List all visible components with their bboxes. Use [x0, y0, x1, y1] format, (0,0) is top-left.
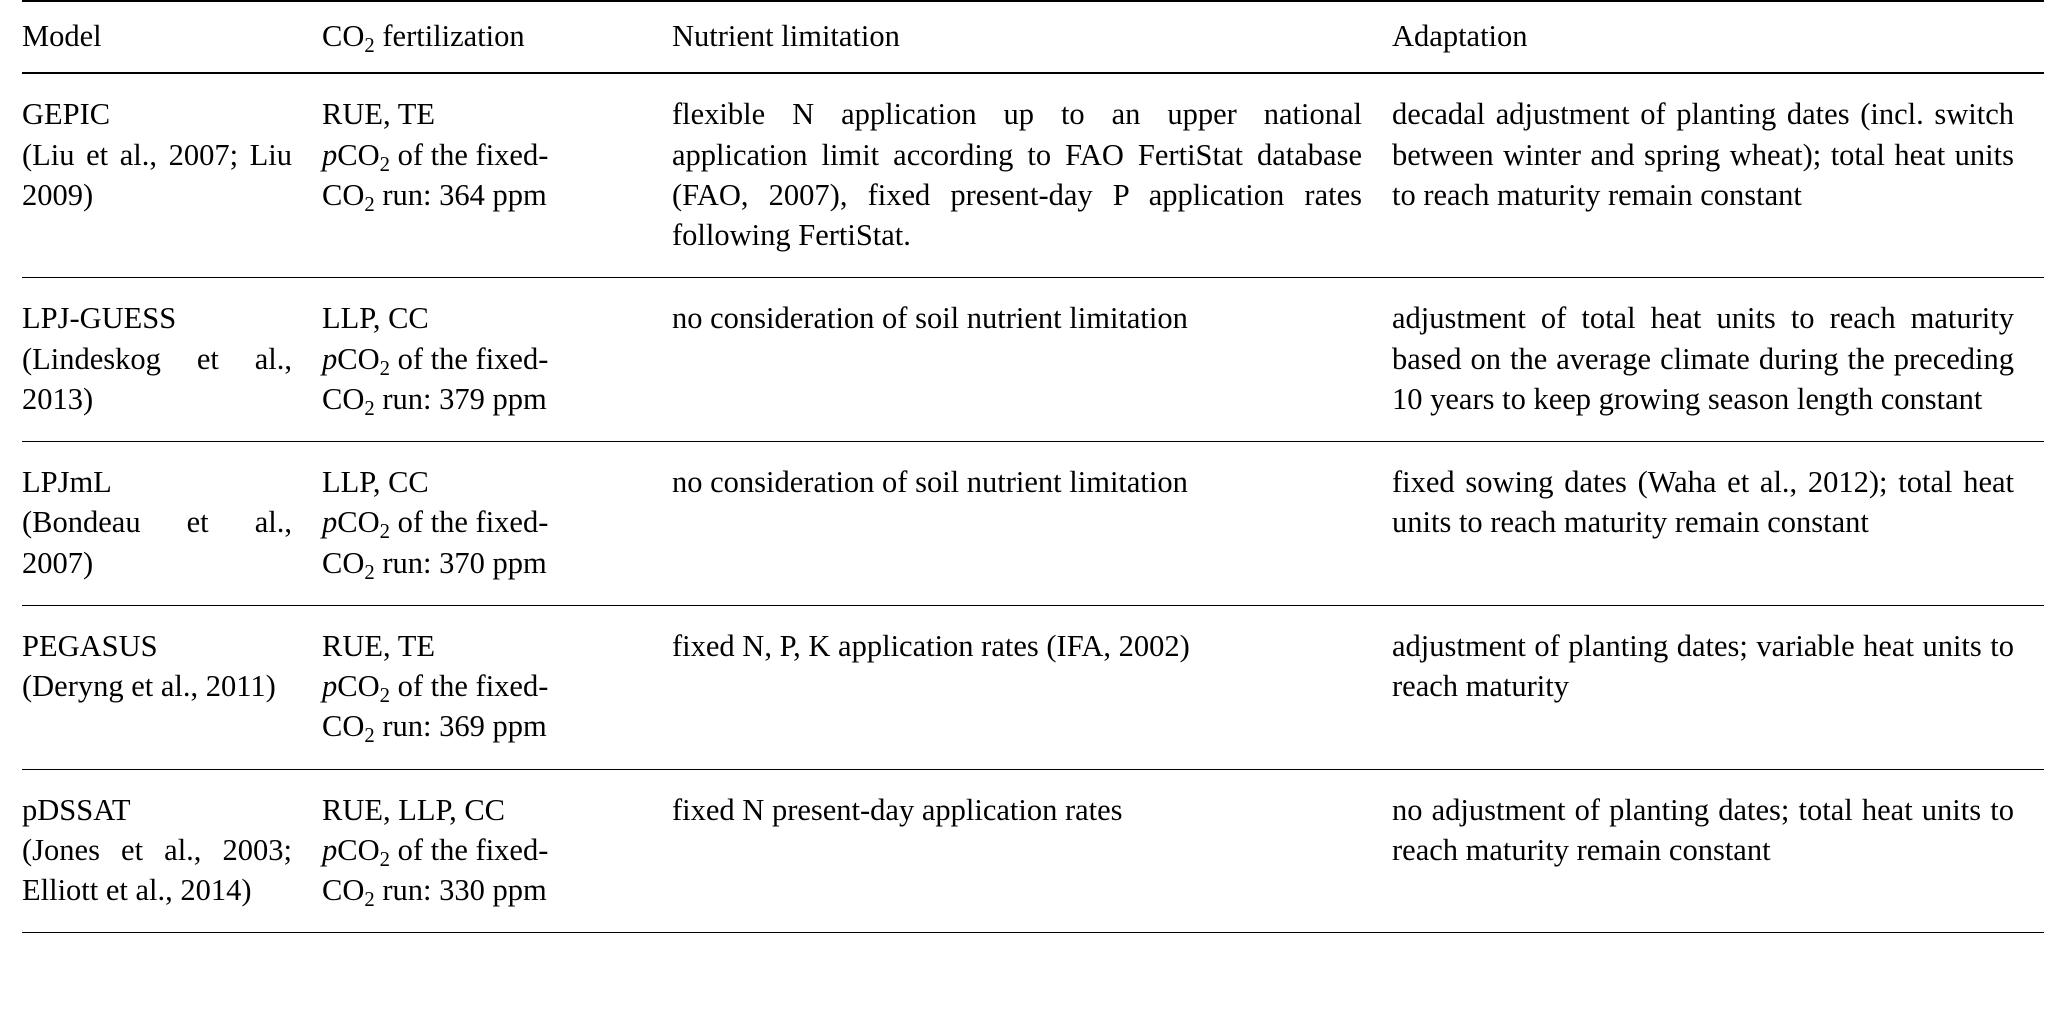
cell-co2-fertilization: [322, 769, 672, 933]
pco2-italic-p: p: [322, 669, 338, 703]
pco2-rest: of the fixed-: [390, 832, 549, 867]
co2-header-prefix: CO: [322, 19, 365, 53]
pco2-subscript: 2: [379, 153, 390, 176]
pco2-rest: of the fixed-: [390, 505, 549, 540]
table-body: [22, 73, 2044, 933]
cell-adaptation: adjustment of total heat units to reach maturity based on the average climate during the preceding 10 years to keep growing season length constant: [1392, 278, 2044, 442]
co2-effects: RUE, TE: [322, 628, 435, 663]
co2-pco2-line: [322, 666, 642, 706]
cell-adaptation: no adjustment of planting dates; total heat units to reach maturity remain constant: [1392, 769, 2044, 933]
co2-run-value: run: 369 ppm: [374, 709, 547, 744]
model-reference: (Liu et al., 2007; Liu 2009): [22, 137, 292, 212]
pco2-italic-p: p: [322, 341, 338, 376]
table-row: [22, 73, 2044, 278]
co2-header-subscript: 2: [364, 34, 375, 57]
model-name: pDSSAT: [22, 792, 131, 827]
co2-run-line: [322, 543, 642, 583]
cell-co2-fertilization: [322, 605, 672, 769]
model-reference: (Bondeau et al., 2007): [22, 505, 292, 580]
table-row: [22, 605, 2044, 769]
co2-run-subscript: 2: [364, 888, 375, 911]
co2-pco2-line: [322, 339, 642, 379]
pco2-rest: of the fixed-: [390, 669, 549, 703]
co2-run-value: run: 364 ppm: [374, 177, 547, 212]
pco2-italic-p: p: [322, 832, 338, 867]
co2-effects: LLP, CC: [322, 301, 429, 336]
co2-run-label: CO: [322, 873, 365, 907]
table-header: [22, 1, 2044, 73]
model-comparison-table: [22, 0, 2044, 933]
co2-run-label: CO: [322, 381, 365, 416]
pco2-label: CO: [337, 505, 380, 540]
cell-co2-fertilization: [322, 278, 672, 442]
co2-run-label: CO: [322, 709, 365, 744]
co2-run-value: run: 379 ppm: [374, 381, 547, 416]
co2-pco2-line: [322, 830, 642, 870]
co2-run-line: [322, 379, 642, 419]
table-row: [22, 278, 2044, 442]
pco2-italic-p: p: [322, 505, 338, 540]
pco2-label: CO: [337, 341, 380, 376]
cell-nutrient-limitation: fixed N present-day application rates: [672, 769, 1392, 933]
table-row: [22, 442, 2044, 606]
co2-run-value: run: 370 ppm: [374, 545, 547, 580]
co2-run-subscript: 2: [364, 561, 375, 584]
cell-adaptation: decadal adjustment of planting dates (incl. switch between winter and spring wheat); total heat units to reach maturity remain constant: [1392, 73, 2044, 278]
cell-co2-fertilization: [322, 442, 672, 606]
cell-adaptation: fixed sowing dates (Waha et al., 2012); total heat units to reach maturity remain constant: [1392, 442, 2044, 606]
co2-run-subscript: 2: [364, 725, 375, 748]
column-header-adaptation: Adaptation: [1392, 1, 2044, 73]
co2-run-line: [322, 175, 642, 215]
co2-pco2-line: [322, 502, 642, 542]
co2-effects: RUE, TE: [322, 97, 435, 132]
model-name: PEGASUS: [22, 628, 158, 663]
co2-pco2-line: [322, 135, 642, 175]
cell-adaptation: adjustment of planting dates; variable heat units to reach maturity: [1392, 605, 2044, 769]
co2-effects: LLP, CC: [322, 465, 429, 499]
cell-nutrient-limitation: fixed N, P, K application rates (IFA, 2002): [672, 605, 1392, 769]
pco2-rest: of the fixed-: [390, 341, 549, 376]
model-name: LPJmL: [22, 465, 112, 499]
pco2-label: CO: [337, 832, 380, 867]
cell-nutrient-limitation: flexible N application up to an upper national application limit according to FAO FertiStat database (FAO, 2007), fixed present-day P application rates following FertiStat.: [672, 73, 1392, 278]
co2-run-line: [322, 870, 642, 910]
pco2-label: CO: [337, 137, 380, 172]
model-reference: (Lindeskog et al., 2013): [22, 341, 292, 416]
pco2-label: CO: [337, 669, 380, 703]
model-reference: (Jones et al., 2003; Elliott et al., 2014): [22, 832, 292, 907]
pco2-subscript: 2: [379, 684, 390, 707]
model-reference: (Deryng et al., 2011): [22, 669, 276, 703]
pco2-subscript: 2: [379, 357, 390, 380]
column-header-nutrient-limitation: Nutrient limitation: [672, 1, 1392, 73]
column-header-co2-fertilization: [322, 1, 672, 73]
cell-nutrient-limitation: no consideration of soil nutrient limitation: [672, 278, 1392, 442]
cell-model: [22, 442, 322, 606]
co2-run-line: [322, 706, 642, 746]
cell-nutrient-limitation: no consideration of soil nutrient limitation: [672, 442, 1392, 606]
cell-co2-fertilization: [322, 73, 672, 278]
co2-run-label: CO: [322, 177, 365, 212]
co2-header-suffix: fertilization: [374, 19, 525, 53]
pco2-rest: of the fixed-: [390, 137, 549, 172]
pco2-subscript: 2: [379, 848, 390, 871]
pco2-italic-p: p: [322, 137, 338, 172]
cell-model: [22, 73, 322, 278]
header-row: [22, 1, 2044, 73]
cell-model: [22, 605, 322, 769]
cell-model: [22, 769, 322, 933]
pco2-subscript: 2: [379, 521, 390, 544]
model-name: GEPIC: [22, 97, 111, 132]
co2-run-value: run: 330 ppm: [374, 873, 547, 907]
co2-effects: RUE, LLP, CC: [322, 792, 506, 827]
cell-model: [22, 278, 322, 442]
co2-run-subscript: 2: [364, 193, 375, 216]
model-name: LPJ-GUESS: [22, 301, 177, 336]
table-row: [22, 769, 2044, 933]
column-header-model: Model: [22, 1, 322, 73]
co2-run-label: CO: [322, 545, 365, 580]
co2-run-subscript: 2: [364, 397, 375, 420]
